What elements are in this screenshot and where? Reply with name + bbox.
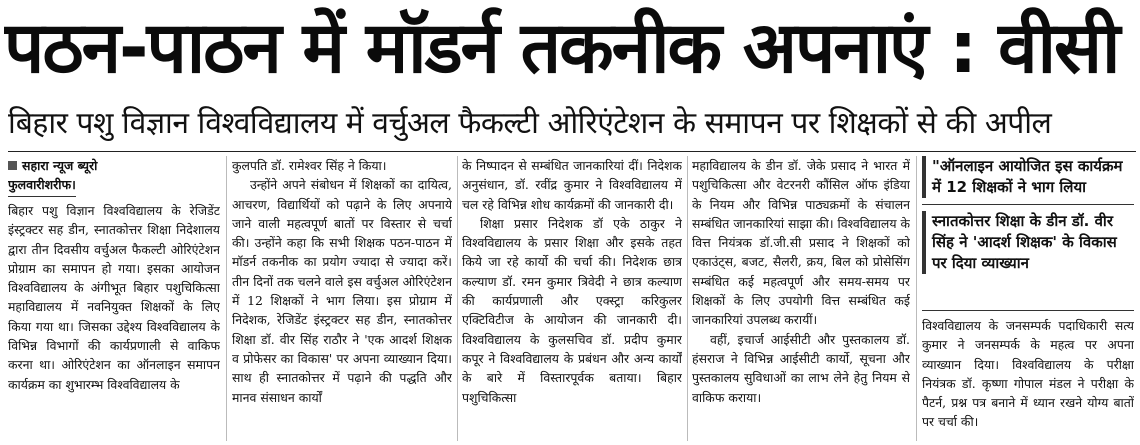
column-divider [687,156,688,441]
paragraph: बिहार पशु विज्ञान विश्वविद्यालय के रेजिडेंट इंस्ट्रक्टर सह डीन, स्नातकोत्तर शिक्षा निदेशालय द्वारा तीन दिवसीय वर्चुअल फैकल्टी ओरिएंटेशन प्रोग्राम का समापन हो गया। इसका आयोजन विश्वविद्यालय के अंगीभूत बिहार पशुचिकित्सा महाविद्यालय में नवनियुक्त शिक्षकों के लिए किया गया था। जिसका उद्देश्य विश्वविद्यालय के विभिन्न विभागों की कार्यप्रणाली से वाकिफ करना था। ओरिएंटेशन का ऑनलाइन समापन कार्यक्रम का शुभारम्भ विश्वविद्यालय के [8,203,220,392]
column-divider [916,156,917,441]
paragraph: वहीं, इचार्ज आईसीटी और पुस्तकालय डॉ. हंसराज ने विभिन्न आईसीटी कार्यो, सूचना और पुस्तकालय सुविधाओं का लाभ लेने हेतु नियम से वाकिफ कराया। [692,331,910,405]
dateline: फुलवारीशरीफ। [8,175,76,197]
paragraph: उन्होंने अपने संबोधन में शिक्षकों का दायित्व, आचरण, विद्यार्थियों को पढ़ाने के लिए अपनाये जाने वाली महत्वपूर्ण बातों पर विस्तार से चर्चा की। उन्होंने कहा कि सभी शिक्षक पठन-पाठन में मॉडर्न तकनीक का प्रयोग ज्यादा से ज्यादा करें। तीन दिनों तक चलने वाले इस वर्चुअल ओरिएंटेशन में 12 शिक्षकों ने भाग लिया। इस प्रोग्राम में निदेशक, रेजिडेंट इंस्ट्रक्टर सह डीन, स्नातकोत्तर शिक्षा डॉ. वीर सिंह राठौर ने 'एक आदर्श शिक्षक व प्रोफेसर का विकास' पर अपना व्याख्यान दिया। साथ ही स्नातकोत्तर में पढ़ाने की पद्धति और मानव संसाधन कार्यों [232,177,452,405]
article-column-5 [922,316,1134,441]
paragraph: कुलपति डॉ. रामेश्वर सिंह ने किया। [232,158,387,173]
column-divider [226,156,227,441]
pull-quote-divider [922,204,1134,205]
headline: पठन-पाठन में मॉडर्न तकनीक अपनाएं : वीसी [4,6,1119,89]
byline [8,156,220,175]
pull-quote-2: स्नातकोत्तर शिक्षा के डीन डॉ. वीर सिंह ने 'आदर्श शिक्षक' के विकास पर दिया व्याख्यान [922,211,1134,274]
pull-quote-1: "ऑनलाइन आयोजित इस कार्यक्रम में 12 शिक्षकों ने भाग लिया [922,156,1134,198]
column-divider [457,156,458,441]
article-column-2 [232,156,452,441]
square-bullet-icon [8,161,17,170]
subheadline: बिहार पशु विज्ञान विश्वविद्यालय में वर्चुअल फैकल्टी ओरिएंटेशन के समापन पर शिक्षकों से की अपील [8,106,1052,141]
headline-divider [8,151,1136,152]
byline-text: सहारा न्यूज ब्यूरो [22,158,98,173]
pull-quote-bottom-rule [922,310,1134,311]
article-column-1 [8,156,220,441]
paragraph: के निष्पादन से सम्बंधित जानकारियां दीं। निदेशक अनुसंधान, डॉ. रवींद्र कुमार ने विश्वविद्यालय में चल रहे विभिन्न शोध कार्यक्रमों की जानकारी दी। [462,158,682,212]
paragraph: विश्वविद्यालय के जनसम्पर्क पदाधिकारी सत्य कुमार ने जनसम्पर्क के महत्व पर अपना व्याख्यान दिया। विश्वविद्यालय के परीक्षा नियंत्रक डॉ. कृष्णा गोपाल मंडल ने परीक्षा के पैटर्न, प्रश्न पत्र बनाने में ध्यान रखने योग्य बातों पर चर्चा की। [922,318,1134,430]
paragraph: महाविद्यालय के डीन डॉ. जेके प्रसाद ने भारत में पशुचिकित्सा और वेटरनरी कौंसिल ऑफ इंडिया के नियम और विभिन्न पाठ्यक्रमों के संचालन सम्बंधित जानकारियां साझा की। विश्वविद्यालय के वित्त नियंत्रक डॉ.जी.सी प्रसाद ने शिक्षकों को एकाउंट्स, बजट, सैलरी, क्रय, बिल को प्रोसेसिंग सम्बंधित कई महत्वपूर्ण और समय-समय पर शिक्षकों के लिए उपयोगी वित्त सम्बंधित कई जानकारियां उपलब्ध करायीं। [692,158,910,328]
article-column-3 [462,156,682,441]
pull-quote-box [922,156,1134,306]
paragraph: शिक्षा प्रसार निदेशक डॉ एके ठाकुर ने विश्वविद्यालय के प्रसार शिक्षा और इसके तहत किये जा रहे कार्यो की चर्चा की। निदेशक छात्र कल्याण डॉ. रमन कुमार त्रिवेदी ने छात्र कल्याण की कार्यप्रणाली और एक्स्ट्रा करिकुलर एक्टिविटीज के आयोजन की जानकारी दी। विश्वविद्यालय के कुलसचिव डॉ. प्रदीप कुमार कपूर ने विश्वविद्यालय के प्रबंधन और अन्य कार्यों के बारे में विस्तारपूर्वक बताया। बिहार पशुचिकित्सा [462,215,682,405]
article-column-4 [692,156,910,441]
